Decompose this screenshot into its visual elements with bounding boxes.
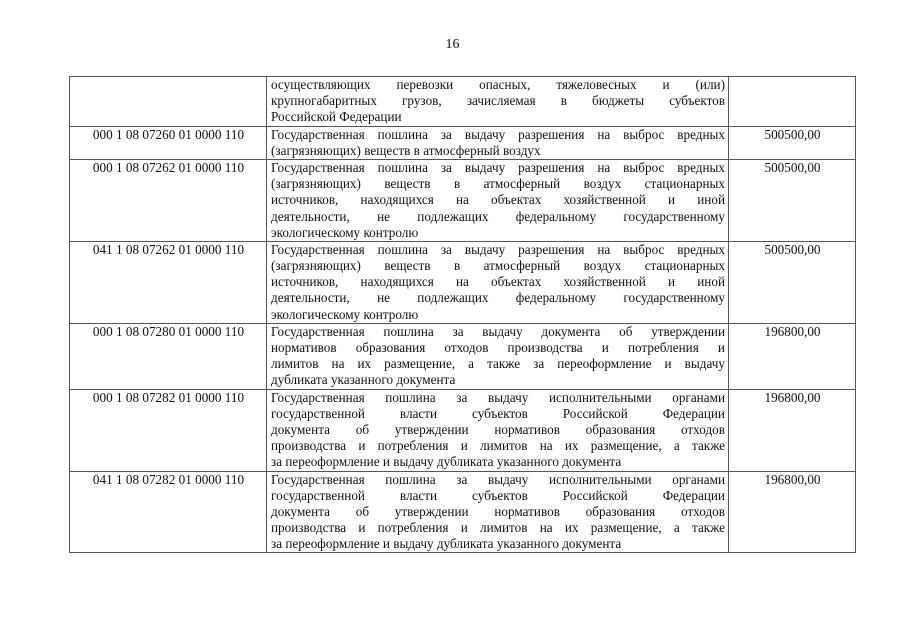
revenue-name-line: деятельности, не подлежащих федеральному государственному bbox=[271, 208, 725, 224]
revenue-name-line: экологическому контролю bbox=[271, 306, 419, 322]
revenue-name-line: Государственная пошлина за выдачу исполнительными органами bbox=[271, 389, 725, 405]
revenue-name-line: лимитов на их размещение, а также за переоформление и выдачу bbox=[271, 356, 725, 372]
revenue-name-line: Государственная пошлина за выдачу документа об утверждении bbox=[271, 323, 725, 339]
revenue-name-line: источников, находящихся на объектах хозяйственной и иной bbox=[271, 274, 725, 290]
amount-cell: 500500,00 bbox=[729, 126, 856, 159]
page-number: 16 bbox=[445, 37, 460, 52]
revenue-name-line: документа об утверждении нормативов образования отходов bbox=[271, 421, 725, 437]
revenue-name-line: (загрязняющих) веществ в атмосферный воздух bbox=[271, 142, 541, 158]
revenue-name-line: производства и потребления и лимитов на их размещение, а также bbox=[271, 520, 725, 536]
amount-cell: 500500,00 bbox=[729, 241, 856, 323]
table-row bbox=[70, 241, 856, 323]
amount-cell: 196800,00 bbox=[729, 389, 856, 471]
revenue-name-cell bbox=[267, 77, 729, 127]
revenue-name-line: нормативов образования отходов производства и потребления и bbox=[271, 340, 725, 355]
revenue-name-cell bbox=[267, 126, 729, 159]
amount-cell: 500500,00 bbox=[729, 159, 856, 241]
budget-code-cell: 000 1 08 07260 01 0000 110 bbox=[70, 126, 267, 159]
budget-code-cell: 000 1 08 07282 01 0000 110 bbox=[70, 389, 267, 471]
revenue-name-line: (загрязняющих) веществ в атмосферный воздух стационарных bbox=[271, 176, 725, 192]
revenue-name-line: Государственная пошлина за выдачу разрешения на выброс вредных bbox=[271, 241, 725, 257]
revenue-name-cell bbox=[267, 389, 729, 471]
revenue-name-line: дубликата указанного документа bbox=[271, 372, 456, 388]
revenue-name-line: документа об утверждении нормативов образования отходов bbox=[271, 503, 725, 519]
revenue-name-line: деятельности, не подлежащих федеральному государственному bbox=[271, 290, 725, 306]
amount-cell: 196800,00 bbox=[729, 323, 856, 389]
budget-code-cell: 041 1 08 07262 01 0000 110 bbox=[70, 241, 267, 323]
revenue-name-line: производства и потребления и лимитов на их размещение, а также bbox=[271, 438, 725, 454]
revenue-name-line: экологическому контролю bbox=[271, 224, 419, 240]
revenue-name-cell bbox=[267, 241, 729, 323]
revenue-name-line: государственной власти субъектов Российской Федерации bbox=[271, 405, 725, 421]
table-row bbox=[70, 389, 856, 471]
table-row bbox=[70, 77, 856, 127]
revenue-name-line: источников, находящихся на объектах хозяйственной и иной bbox=[271, 192, 725, 208]
revenue-name-line: Государственная пошлина за выдачу разрешения на выброс вредных bbox=[271, 159, 725, 175]
budget-code-cell: 041 1 08 07282 01 0000 110 bbox=[70, 471, 267, 553]
budget-code-cell bbox=[70, 77, 267, 127]
revenue-name-cell bbox=[267, 323, 729, 389]
amount-cell bbox=[729, 77, 856, 127]
revenue-name-line: крупногабаритных грузов, зачисляемая в бюджеты субъектов bbox=[271, 93, 725, 109]
table-body bbox=[70, 77, 856, 553]
budget-code-cell: 000 1 08 07280 01 0000 110 bbox=[70, 323, 267, 389]
revenue-name-line: Российской Федерации bbox=[271, 109, 402, 125]
table-row bbox=[70, 323, 856, 389]
revenue-name-line: за переоформление и выдачу дубликата указанного документа bbox=[271, 536, 622, 552]
budget-code-cell: 000 1 08 07262 01 0000 110 bbox=[70, 159, 267, 241]
revenue-name-line: Государственная пошлина за выдачу разрешения на выброс вредных bbox=[271, 126, 725, 142]
revenue-name-cell bbox=[267, 159, 729, 241]
budget-revenue-table bbox=[69, 76, 856, 553]
table-row bbox=[70, 126, 856, 159]
table-row bbox=[70, 159, 856, 241]
revenue-name-cell bbox=[267, 471, 729, 553]
revenue-name-line: Государственная пошлина за выдачу исполнительными органами bbox=[271, 471, 725, 487]
revenue-name-line: государственной власти субъектов Российской Федерации bbox=[271, 487, 725, 503]
table-row bbox=[70, 471, 856, 553]
revenue-name-line: осуществляющих перевозки опасных, тяжеловесных и (или) bbox=[271, 77, 725, 92]
amount-cell: 196800,00 bbox=[729, 471, 856, 553]
revenue-name-line: (загрязняющих) веществ в атмосферный воздух стационарных bbox=[271, 258, 725, 274]
revenue-name-line: за переоформление и выдачу дубликата указанного документа bbox=[271, 454, 622, 470]
